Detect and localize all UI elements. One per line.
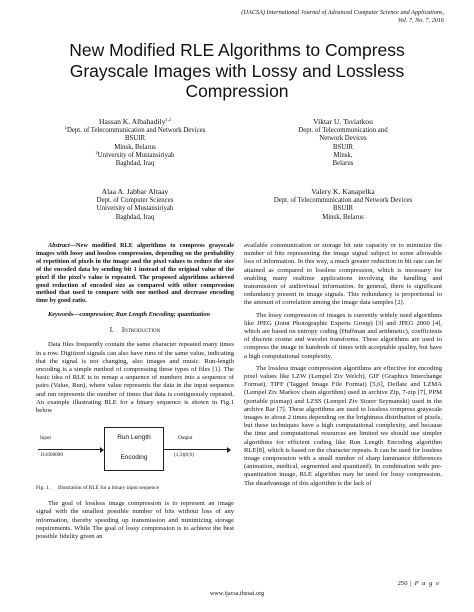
figure-input-line (38, 449, 100, 450)
author-affiliation: Belarus (332, 160, 354, 168)
body-paragraph: The lossless image compression algorithms are effective for encoding pixel values like LZW (Lempel Ziv Welch), GIF (Graphics Interchange Format), TIFF (Tagged Image File Format) [5,6], Deflate and LZMA (Lempel Ziv Markov chain algorithm) used in archive Zip, 7-zip [7], PPM (portable pixmap) and LZSS (Lempel Ziv Storer Szymanski) used in the archive Rar [7]. These algorithms are used to lossless compress grayscale images to about 2 times depending on the brightness distribution of pixels, but these techniques have a high computational complexity, and because the time and computational resources are limited we should use simpler algorithms for efficient coding like Run Length Encoding algorithm RLE[8], which is based on the character repeats. It can be used for lossless image compression with a small number of sharp luminance differences (animation, medical, segmented and quantized). In combination with pre-quantization image, RLE algorithm may be used for lossy compression. The disadvantage of this algorithm is the lack of (244, 364, 442, 487)
journal-header (144, 9, 444, 25)
author-affiliation: Minsk, Belarus (114, 143, 156, 151)
footer-url: www.ijacsa.thesai.org (209, 590, 265, 597)
journal-line-1: (IJACSA) International Journal of Advanced Computer Science and Applications, (241, 9, 444, 16)
abstract-text: —New modified RLE algorithms to compress grayscale images with lossy and lossless compression, depending on the probability of repetition of pixels in the image and the pixel values to reduce the size of the encoded data by sending bit 1 instead of the original value of the pixel if the pixel's value is repeated. The proposed algorithms achieved good reduction of encoded size as compared with other compression method that used to compare with our method and decrease encoding time by good ratio. (36, 242, 234, 305)
abstract-lead: Abstract (48, 242, 70, 249)
author-block-3 (40, 188, 230, 222)
paper-title: New Modified RLE Algorithms to Compress Grayscale Images with Lossy and Lossless Compression (69, 40, 405, 101)
author-affiliation: Minsk, (333, 151, 353, 159)
figure-output-label: Output (178, 435, 193, 442)
figure-box-line-1: Run Length (117, 434, 151, 442)
figure-caption-text: Illustration of RLE for a binary input sequence (57, 485, 159, 492)
section-number: I. (109, 326, 114, 335)
author-affiliation: Minsk, Belarus (322, 213, 364, 221)
author-affiliation: Baghdad, Iraq (115, 213, 155, 221)
author-block-4 (250, 188, 436, 222)
author-affiliation: Dept. of Computer Sciences (96, 197, 174, 205)
figure-output-line (164, 449, 228, 450)
left-column (36, 242, 234, 545)
author-name: Alaa A. Jabbar Altaay (101, 187, 169, 196)
section-heading (36, 326, 234, 334)
body-paragraph: The lossy compression of images is currently widely used algorithms like JPEG (Joint Photographic Experts Group) [3] and JPEG 2000 [4], which are based on entropy coding (Huffman and arithmetic), coefficients of discrete cosine and wavelet transforms. These algorithms are used to compress the image in hundreds of times with acceptable quality, but have a high computational complexity. (244, 311, 442, 360)
keywords: Keywords—compression; Run Length Encoding; quantization (48, 311, 211, 319)
figure-input-value: 111000000 (40, 452, 63, 459)
figure-rle (36, 421, 234, 481)
page-word: | P a g e (409, 580, 440, 587)
author-affiliation: BSUIR (332, 143, 354, 151)
author-affiliation: Baghdad, Iraq (115, 160, 155, 168)
body-paragraph: available communication or storage bit rate capacity or to minimize the number of bits representing the image signal subject to some allowable loss of information. In this way, a much greater reduction in bit rate can be attained as compared to lossless compression, which is necessary for enabling many realtime applications involving the handling and transmission of audiovisual information. In general, there is significant redundancy present in image signals. This redundancy is proportional to the amount of correlation among the image data samples [2]. (244, 242, 442, 307)
figure-output-arrow (227, 447, 231, 453)
author-name: Valery K. Kanapelka (311, 187, 375, 196)
author-affiliation: BSUIR (124, 135, 146, 143)
author-affiliation: Network Devices (319, 135, 367, 143)
body-paragraph: Data files frequently contain the same character repeated many times in a row. Digitized signals can also have runs of the same value, indicating that the signal is not changing, also images and music. Run-length encoding is a simple method of compressing these types of files [1]. The basic idea of RLE is to remap a sequence of numbers into a sequence of pairs (Value, Run), where value represents the data in the input sequence and run represents the number of times that data is contiguously repeated. An example illustrating RLE for a binary sequence is shown in Fig.1 below (36, 341, 234, 414)
right-column (244, 242, 442, 492)
author-affiliation: Dept. of Telecommunication and Network Devices (273, 197, 413, 205)
author-affiliation: Dept. of Telecommunication and (298, 127, 388, 135)
section-title: Introduction (121, 326, 161, 335)
figure-input-label: Input (40, 435, 51, 442)
author-block-2 (250, 118, 436, 168)
author-affiliation: Dept. of Telecommunication and Network Devices (66, 127, 206, 135)
author-affiliation: University of Mustansiriyah (97, 151, 175, 159)
author-sup: 1,2 (165, 117, 172, 122)
figure-box-line-2: Encoding (120, 454, 148, 462)
figure-caption (36, 485, 234, 492)
author-block-1: Hassan K. Albahadily$^{1,2}$ $^1$Dept. of Telecommunication and Network Devices BSUIR Minsk, Belarus $^2$University of Mustansiriyah Baghdad, Iraq (40, 118, 230, 168)
author-name: Viktar U. Tsviatkou (313, 117, 373, 126)
body-paragraph: The goal of lossless image compression is to represent an image signal with the smallest possible number of bits without loss of any information, thereby speeding up transmission and minimizing storage requirements. While The goal of lossy compression is to achieve the best possible fidelity given an (36, 500, 234, 540)
page-number-value: 250 (397, 580, 408, 587)
figure-caption-number: Fig. 1. (36, 485, 50, 492)
page-number (394, 580, 440, 587)
abstract (36, 242, 234, 305)
author-name: Hassan K. Albahadily (98, 117, 166, 126)
journal-line-2: Vol. 7, No. 7, 2016 (397, 17, 444, 24)
figure-output-value: (1,3)(0,6) (174, 452, 194, 459)
author-affiliation: University of Mustansiriyah (96, 205, 174, 213)
author-affiliation: BSUIR (332, 205, 354, 213)
